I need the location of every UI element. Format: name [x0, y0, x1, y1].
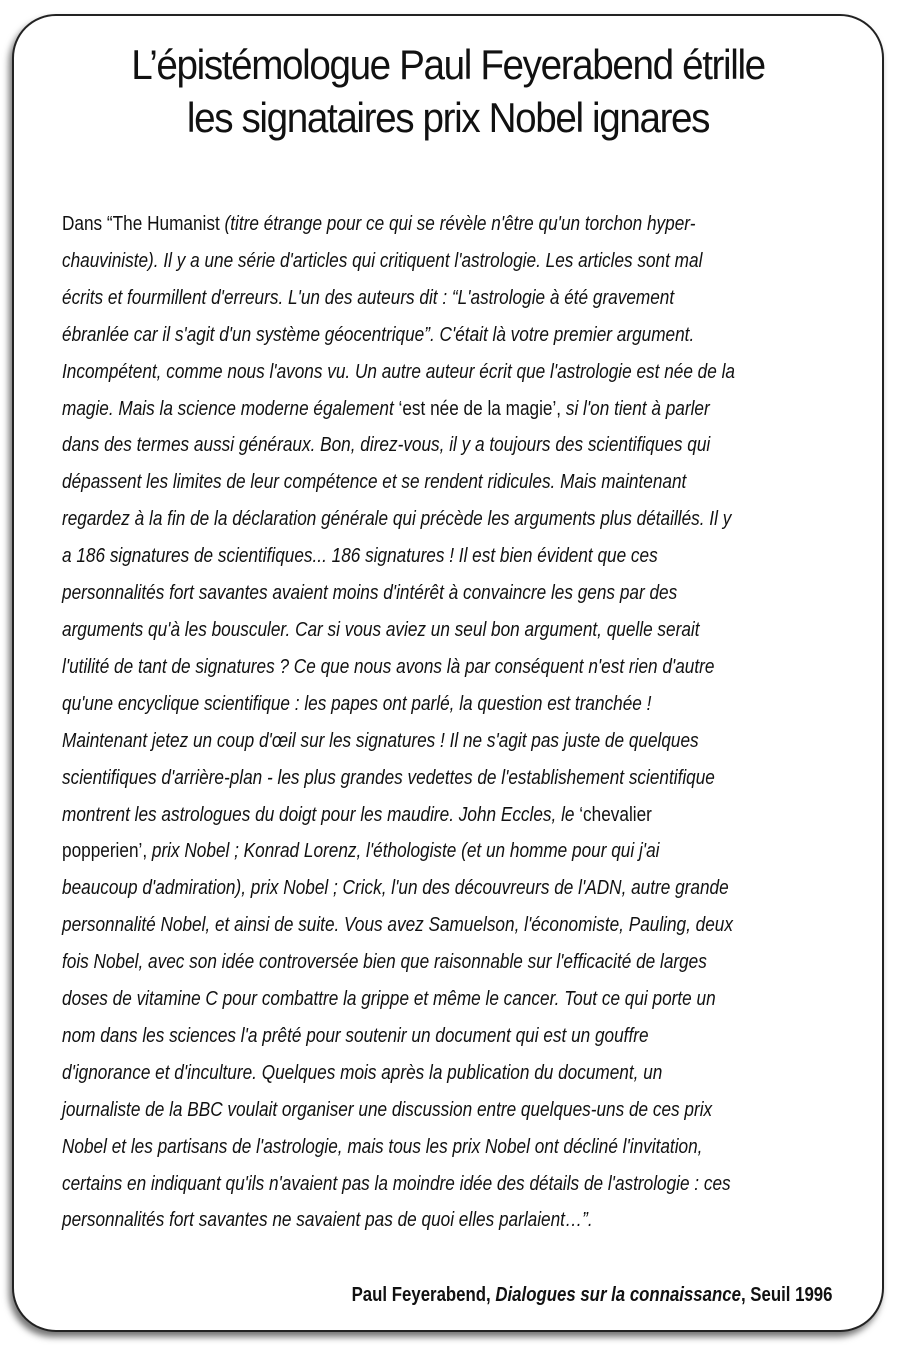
quote-text: prix Nobel ; Konrad Lorenz, l'éthologiste (et un homme pour qui j'ai [147, 840, 660, 863]
quote-text: certains en indiquant qu'ils n'avaient pas la moindre idée des détails de l'astrologie : ces [62, 1172, 731, 1195]
quote-line [62, 464, 757, 501]
quote-text: (titre étrange pour ce qui se révèle n'être qu'un torchon hyper- [224, 213, 696, 235]
quote-line [62, 797, 757, 834]
quote-card [12, 14, 884, 1332]
quote-line [62, 354, 757, 391]
quote-text: personnalité Nobel, et ainsi de suite. Vous avez Samuelson, l'économiste, Pauling, deux [62, 914, 733, 937]
quote-text: dans des termes aussi généraux. Bon, direz-vous, il y a toujours des scientifiques qui [62, 434, 711, 457]
quote-line [62, 1129, 757, 1166]
quote-line [62, 833, 757, 870]
title-line-1: L’épistémologue Paul Feyerabend étrille [131, 41, 765, 88]
quote-line [62, 206, 757, 243]
quote-text: chauviniste). Il y a une série d'articles qui critiquent l'astrologie. Les articles sont mal [62, 249, 703, 272]
quote-line [62, 686, 757, 723]
quote-text: fois Nobel, avec son idée controversée bien que raisonnable sur l'efficacité de larges [62, 951, 707, 974]
quote-text: a 186 signatures de scientifiques... 186 signatures ! Il est bien évident que ces [62, 545, 658, 568]
quote-text: journaliste de la BBC voulait organiser une discussion entre quelques-uns de ces prix [62, 1098, 713, 1121]
quote-line [62, 501, 757, 538]
quote-line [62, 907, 757, 944]
quote-line [62, 280, 757, 317]
quote-text: dépassent les limites de leur compétence et se rendent ridicules. Mais maintenant [62, 471, 687, 494]
quote-line [62, 1166, 757, 1203]
quote-text: regardez à la fin de la déclaration générale qui précède les arguments plus détaillés. Il y [62, 508, 732, 531]
quote-text: nom dans les sciences l'a prêté pour soutenir un document qui est un gouffre [62, 1024, 649, 1047]
title-line-2: les signataires prix Nobel ignares [186, 94, 710, 141]
quote-line [62, 723, 757, 760]
quote-text: Dans “The Humanist [62, 213, 225, 235]
quote-line [62, 870, 757, 907]
quote-text: qu'une encyclique scientifique : les papes ont parlé, la question est tranchée ! [62, 692, 652, 715]
quote-text: ‘est née de la magie’, [398, 397, 562, 420]
quote-text: magie. Mais la science moderne également [62, 397, 399, 420]
quote-line [62, 944, 757, 981]
page-title [49, 38, 848, 144]
quote-line [62, 649, 757, 686]
quote-line [62, 538, 757, 575]
quote-text: l'utilité de tant de signatures ? Ce que nous avons là par conséquent n'est rien d'autre [62, 655, 715, 678]
quote-text: d'ignorance et d'inculture. Quelques mois après la publication du document, un [62, 1061, 663, 1084]
quote-text: ébranlée car il s'agit d'un système géocentrique”. C'était là votre premier argument. [62, 323, 695, 346]
quote-line [62, 612, 757, 649]
quote-line [62, 391, 757, 428]
quote-line [62, 243, 757, 280]
quote-line [62, 575, 757, 612]
quote-line [62, 760, 757, 797]
attribution-work: Dialogues sur la connaissance [494, 1284, 741, 1306]
quote-text: montrent les astrologues du doigt pour les maudire. John Eccles, le [62, 803, 580, 826]
quote-text: Maintenant jetez un coup d'œil sur les signatures ! Il ne s'agit pas juste de quelques [62, 729, 699, 752]
quote-line [62, 981, 757, 1018]
quote-line [62, 427, 757, 464]
quote-text: scientifiques d'arrière-plan - les plus grandes vedettes de l'establishement scientifique [62, 766, 715, 789]
attribution-author: Paul Feyerabend, [351, 1284, 495, 1306]
quote-text: si l'on tient à parler [561, 397, 710, 420]
quote-line [62, 1092, 757, 1129]
quote-line [62, 317, 757, 354]
quote-text: Incompétent, comme nous l'avons vu. Un autre auteur écrit que l'astrologie est née de la [62, 360, 735, 383]
quote-line [62, 1055, 757, 1092]
quote-text: écrits et fourmillent d'erreurs. L'un des auteurs dit : “L'astrologie à été gravement [62, 286, 675, 309]
quote-text: beaucoup d'admiration), prix Nobel ; Crick, l'un des découvreurs de l'ADN, autre grande [62, 877, 729, 900]
quote-text: popperien’, [62, 840, 148, 863]
attribution-publisher: , Seuil 1996 [740, 1284, 832, 1306]
quote-text: arguments qu'à les bousculer. Car si vous aviez un seul bon argument, quelle serait [62, 618, 700, 641]
quote-body [62, 206, 870, 1239]
quote-text: personnalités fort savantes avaient moins d'intérêt à convaincre les gens par des [62, 582, 678, 605]
quote-text: Nobel et les partisans de l'astrologie, mais tous les prix Nobel ont décliné l'invitation, [62, 1135, 703, 1158]
quote-text: doses de vitamine C pour combattre la grippe et même le cancer. Tout ce qui porte un [62, 988, 716, 1011]
quote-line [62, 1018, 757, 1055]
attribution [351, 1281, 832, 1309]
quote-text: ‘chevalier [579, 803, 652, 826]
quote-text: personnalités fort savantes ne savaient pas de quoi elles parlaient…”. [62, 1209, 593, 1232]
quote-line [62, 1202, 757, 1239]
